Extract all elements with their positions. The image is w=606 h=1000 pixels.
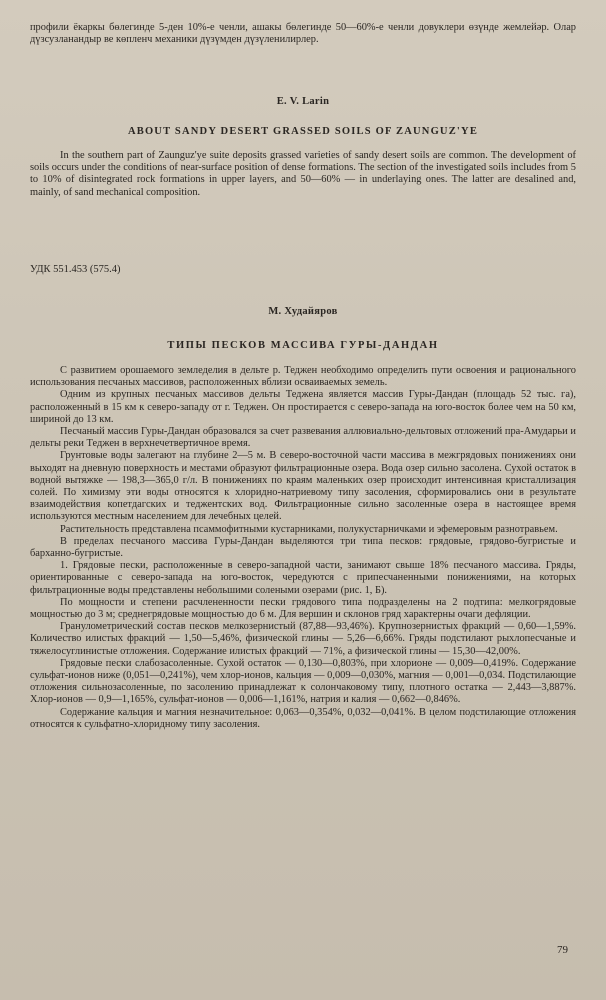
body-paragraph: Гранулометрический состав песков мелкозернистый (87,88—93,46%). Крупнозернистых фракций — 0,60—1,59%. Количество илистых фракций — 1,50—5,46%, физической глины — 5,26—6,66%. Гряды подстилают рыхлопесчаные и тяжелосуглинистые отложения. Содержание илистых фракций — 71%, а физической глины — 15,30—42,00%.: [30, 621, 576, 657]
body-paragraph: В пределах песчаного массива Гуры-Дандан выделяются три типа песков: грядовые, грядово-бугристые и барханно-бугристые.: [30, 535, 576, 560]
page-number: 79: [557, 944, 568, 956]
english-author: E. V. Larin: [276, 96, 330, 107]
body-paragraph: Песчаный массив Гуры-Дандан образовался за счет развевания аллювиально-дельтовых отложений пра-Амударьи и дельты реки Теджен в верхнечетвертичное время.: [30, 426, 576, 450]
body-paragraph: Растительность представлена псаммофитными кустарниками, полукустарничками и эфемеровым разнотравьем.: [60, 523, 558, 535]
body-paragraph: С развитием орошаемого земледелия в дельте р. Теджен необходимо определить пути освоения и рационального использования песчаных массивов, расположенных вблизи осваиваемых земель.: [30, 365, 576, 389]
english-abstract: [30, 150, 576, 199]
body-paragraph: Грядовые пески слабозасоленные. Сухой остаток — 0,130—0,803%, при хлорионе — 0,009—0,419%. Содержание сульфат-ионов ниже (0,051—0,241%), чем хлор-ионов, кальция — 0,009—0,030%, магния — 0,001—0,034. Подстилающие отложения сильнозасоленные, по засолению принадлежат к солончаковому типу, плотного остатка — 2,443—3,887%. Хлор-ионов — 0,9—1,165%, сульфат-ионов — 0,006—1,161%, натрия и калия — 0,662—0,846%.: [30, 657, 576, 706]
body-paragraph: Одним из крупных песчаных массивов дельты Теджена является массив Гуры-Дандан (площадь 52 тыс. га), расположенный в 15 км к северо-западу от г. Теджен. Он простирается с северо-запада на юго-восток более чем на 50 км, шириной до 13 км.: [30, 389, 576, 425]
body-paragraph: 1. Грядовые пески, расположенные в северо-западной части, занимают свыше 18% песчаного массива. Гряды, ориентированные с северо-запада на юго-восток, чередуются с припесчаненными понижениями, на которых фильтрационные воды представлены небольшими солеными озерами (рис. 1, Б).: [30, 560, 576, 596]
russian-author: М. Худайяров: [268, 306, 338, 317]
udk-code: УДК 551.453 (575.4): [30, 264, 121, 275]
english-abstract-text: In the southern part of Zaunguz'ye suite deposits grassed varieties of sandy desert soils are common. The development of soils occurs under the conditions of near-surface position of dense formations. The section of the investigated soils includes from 5 to 10% of disintegrated rock formations in upper layers, and 50—60% — in underlaying ones. The latter are desalined and, mainly, of sand mechanical composition.: [30, 150, 576, 198]
body-paragraph: Грунтовые воды залегают на глубине 2—5 м. В северо-восточной части массива в межгрядовых понижениях они выходят на дневную поверхность и местами образуют фильтрационные озера. Вода озер сильно засолена. Сухой остаток в водной вытяжке — 198,3—365,0 г/л. В понижениях по краям маленьких озер происходит интенсивная кристаллизация солей. По химизму эти воды относятся к хлоридно-натриевому типу засоления, сформировались они в результате взаимодействия копетдагских и теджентских вод. Фильтрационные сильно засоленные озера в настоящее время используются местным населением для лечебных целей.: [30, 450, 576, 523]
russian-title: ТИПЫ ПЕСКОВ МАССИВА ГУРЫ-ДАНДАН: [167, 340, 439, 351]
body-paragraph: По мощности и степени расчлененности пески грядового типа подразделены на 2 подтипа: мелкогрядовые мощностью до 3 м; среднегрядовые мощностью до 6 м. Для вершин и склонов гряд характерны очаги дефляции.: [30, 596, 576, 621]
body-paragraph: Содержание кальция и магния незначительное: 0,063—0,354%, 0,032—0,041%. В целом подстилающие отложения относятся к сульфатно-хлоридному типу засоления.: [30, 706, 576, 730]
russian-body: [30, 365, 576, 731]
english-title: ABOUT SANDY DESERT GRASSED SOILS OF ZAUNGUZ'YE: [127, 126, 479, 137]
top-fragment-text: профили ёкаркы бөлегинде 5-ден 10%-е ченли, ашакы бөлегинде 50—60%-е ченли довуклери өзүнде жемлейәр. Олар дүзсузланандыр ве көпленч механики дүзүмден дүзүленилирлер.: [30, 22, 576, 46]
top-fragment: [30, 22, 576, 46]
